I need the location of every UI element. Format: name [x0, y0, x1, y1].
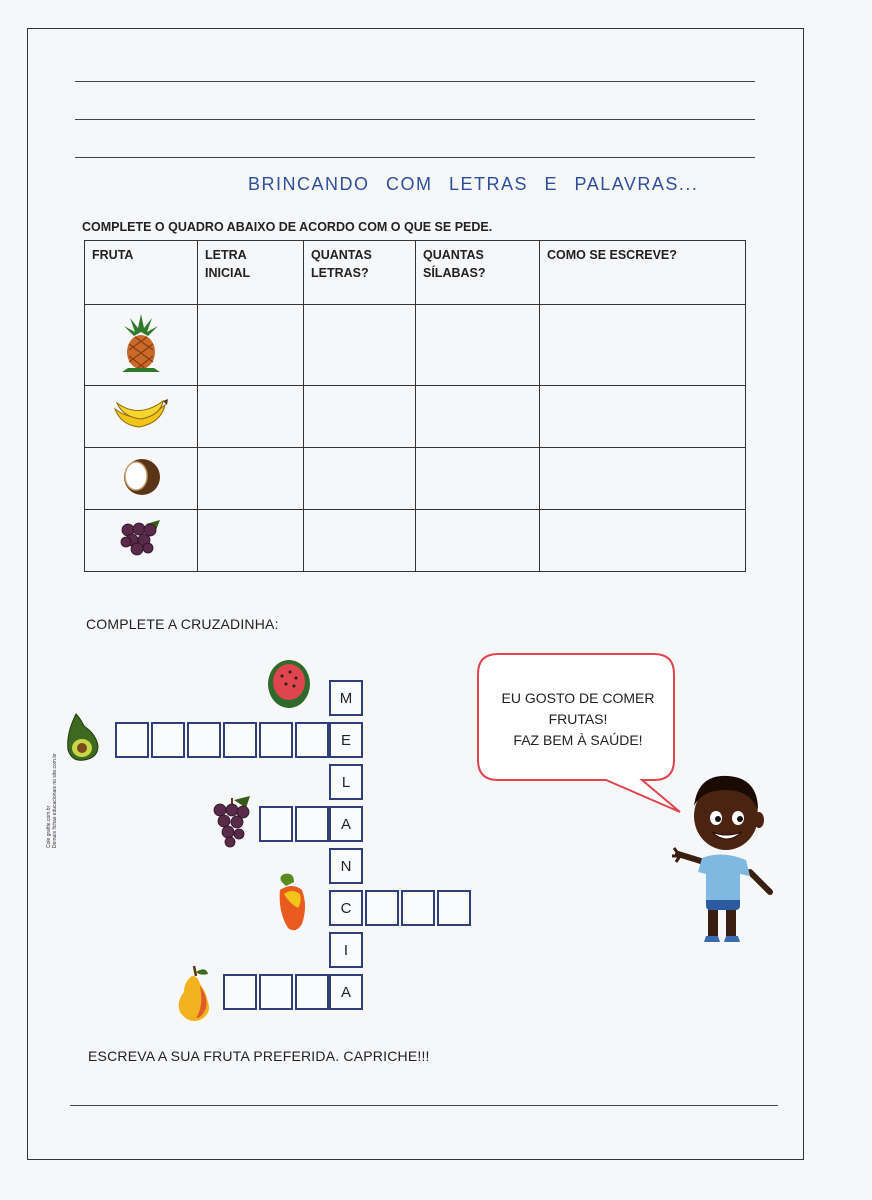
- table-row: [85, 510, 746, 572]
- crossword-blank-cell[interactable]: [187, 722, 221, 758]
- crossword-letter-cell: N: [329, 848, 363, 884]
- como-se-escreve-cell[interactable]: [540, 448, 746, 510]
- quantas-silabas-cell[interactable]: [416, 448, 540, 510]
- quantas-silabas-cell[interactable]: [416, 305, 540, 386]
- crossword-letter-cell: I: [329, 932, 363, 968]
- header-quantas-letras: QUANTAS LETRAS?: [304, 241, 416, 305]
- crossword-blank-cell[interactable]: [223, 974, 257, 1010]
- letra-inicial-cell[interactable]: [198, 510, 304, 572]
- crossword-blank-cell[interactable]: [295, 974, 329, 1010]
- grapes-icon: [116, 516, 166, 560]
- crossword-blank-cell[interactable]: [365, 890, 399, 926]
- como-se-escreve-cell[interactable]: [540, 305, 746, 386]
- crossword-blank-cell[interactable]: [259, 806, 293, 842]
- grapes-icon: [208, 794, 256, 850]
- table-header-row: [85, 241, 746, 305]
- como-se-escreve-cell[interactable]: [540, 510, 746, 572]
- letra-inicial-cell[interactable]: [198, 305, 304, 386]
- table-instruction: COMPLETE O QUADRO ABAIXO DE ACORDO COM O QUE SE PEDE.: [82, 220, 493, 234]
- boy-character-icon: [668, 766, 780, 948]
- header-quantas-silabas: QUANTAS SÍLABAS?: [416, 241, 540, 305]
- favorite-fruit-instruction: ESCREVA A SUA FRUTA PREFERIDA. CAPRICHE!!!: [88, 1048, 430, 1064]
- writing-line-1: [75, 81, 755, 82]
- header-letra-inicial: LETRA INICIAL: [198, 241, 304, 305]
- quantas-silabas-cell[interactable]: [416, 510, 540, 572]
- avocado-icon: [62, 710, 104, 764]
- crossword-letter-cell: C: [329, 890, 363, 926]
- fruit-cell: [85, 386, 198, 448]
- page-title: BRINCANDO COM LETRAS E PALAVRAS...: [248, 174, 699, 194]
- crossword-blank-cell[interactable]: [295, 722, 329, 758]
- letra-inicial-cell[interactable]: [198, 448, 304, 510]
- watermelon-icon: [266, 658, 312, 710]
- crossword-blank-cell[interactable]: [223, 722, 257, 758]
- quantas-letras-cell[interactable]: [304, 386, 416, 448]
- crossword-blank-cell[interactable]: [295, 806, 329, 842]
- crossword-blank-cell[interactable]: [437, 890, 471, 926]
- table-row: [85, 305, 746, 386]
- crossword-blank-cell[interactable]: [401, 890, 435, 926]
- fruit-cell: [85, 448, 198, 510]
- crossword-letter-cell: L: [329, 764, 363, 800]
- crossword-blank-cell[interactable]: [259, 722, 293, 758]
- quantas-letras-cell[interactable]: [304, 510, 416, 572]
- quantas-letras-cell[interactable]: [304, 448, 416, 510]
- crossword-blank-cell[interactable]: [115, 722, 149, 758]
- coconut-icon: [118, 456, 164, 496]
- favorite-fruit-answer-line[interactable]: [70, 1105, 778, 1106]
- header-como-se-escreve: COMO SE ESCREVE?: [540, 241, 746, 305]
- quantas-silabas-cell[interactable]: [416, 386, 540, 448]
- crossword-letter-cell: A: [329, 806, 363, 842]
- crossword-blank-cell[interactable]: [151, 722, 185, 758]
- table-row: [85, 386, 746, 448]
- writing-line-3: [75, 157, 755, 158]
- speech-bubble-text: EU GOSTO DE COMER FRUTAS! FAZ BEM À SAÚDE!: [501, 690, 655, 748]
- writing-line-2: [75, 119, 755, 120]
- crossword-blank-cell[interactable]: [259, 974, 293, 1010]
- crossword-letter-cell: E: [329, 722, 363, 758]
- quantas-letras-cell[interactable]: [304, 305, 416, 386]
- credit-text: Cole grafite.com.br Demais fichas educacionais no site.com.br: [46, 753, 58, 848]
- fruit-cell: [85, 305, 198, 386]
- crossword-letter-cell: M: [329, 680, 363, 716]
- fruit-table: [84, 240, 746, 572]
- cashew-icon: [272, 872, 312, 938]
- table-row: [85, 448, 746, 510]
- banana-icon: [111, 397, 171, 431]
- crossword-instruction: COMPLETE A CRUZADINHA:: [86, 616, 279, 632]
- header-fruta: FRUTA: [85, 241, 198, 305]
- page-border: [27, 28, 804, 1160]
- crossword-letter-cell: A: [329, 974, 363, 1010]
- pear-icon: [172, 962, 214, 1024]
- fruit-cell: [85, 510, 198, 572]
- como-se-escreve-cell[interactable]: [540, 386, 746, 448]
- letra-inicial-cell[interactable]: [198, 386, 304, 448]
- pineapple-icon: [116, 310, 166, 376]
